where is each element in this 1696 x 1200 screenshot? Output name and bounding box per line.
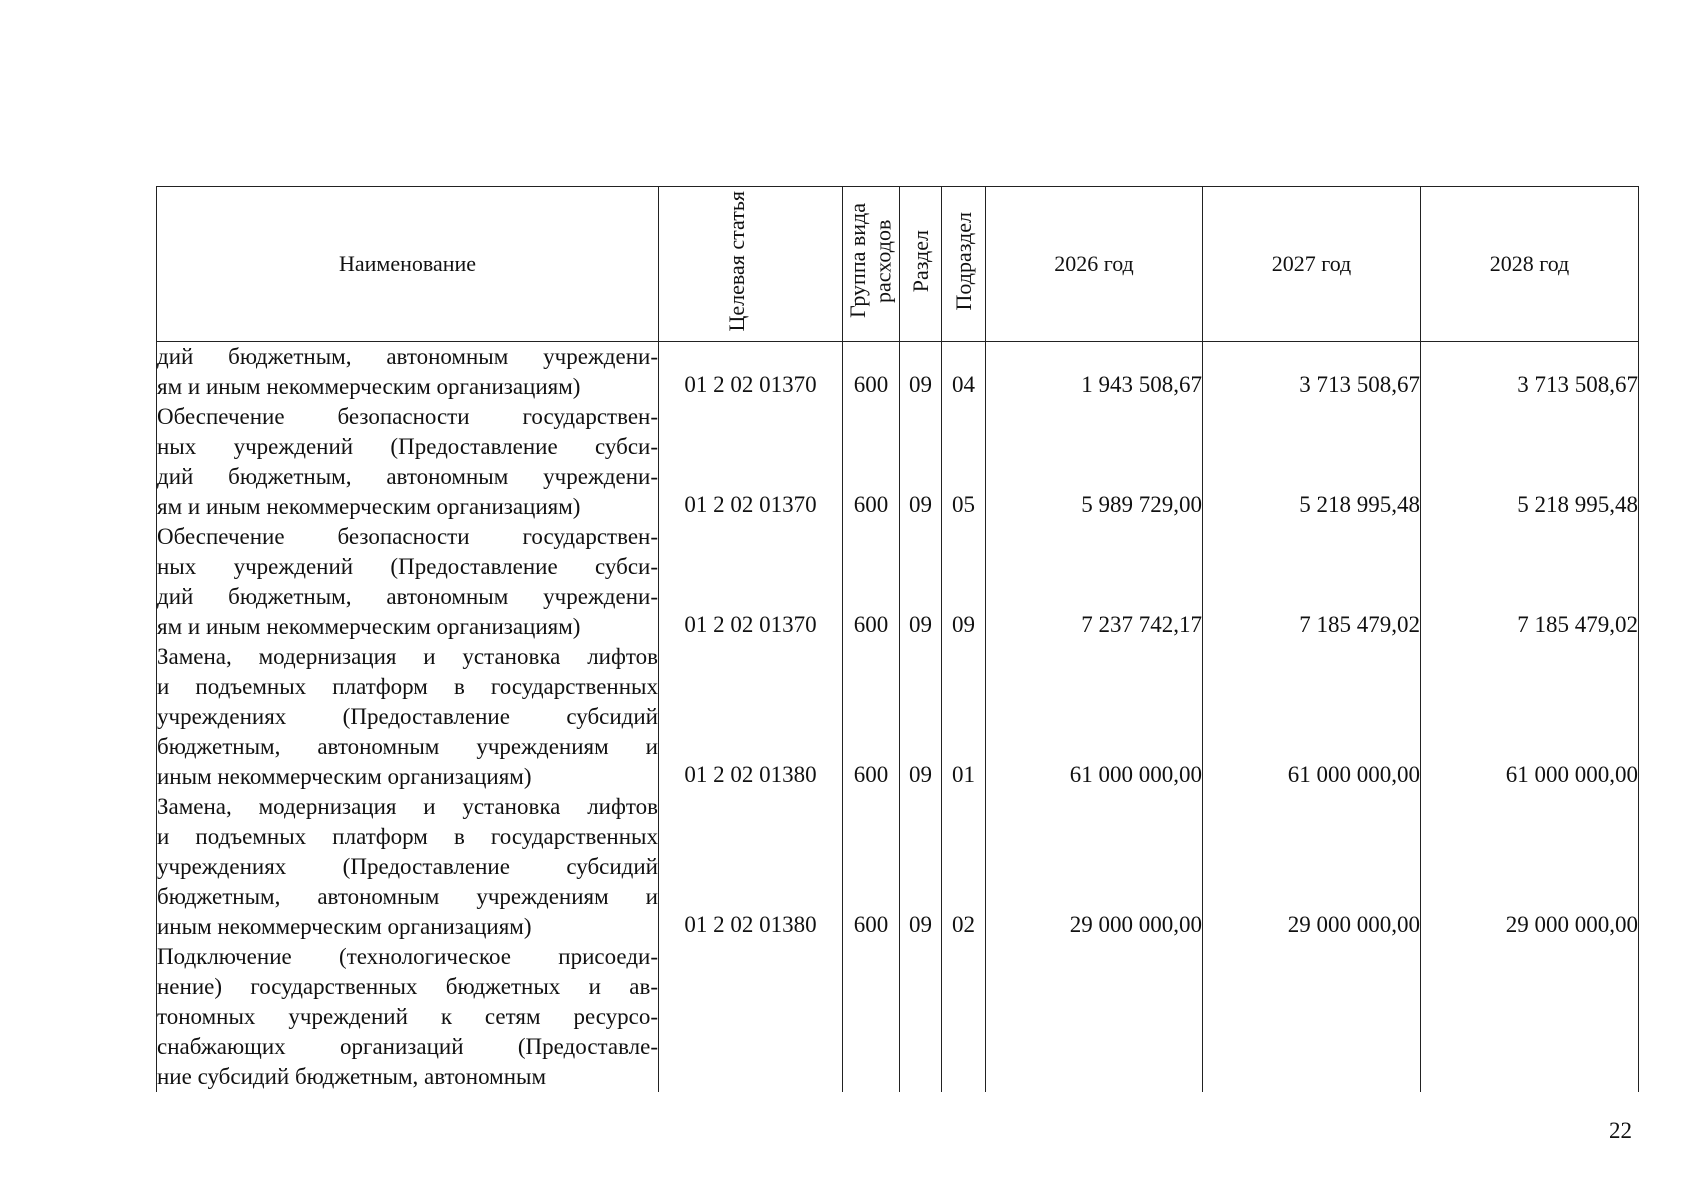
row-name-line: иным некоммерческим организациям) <box>157 914 532 939</box>
table-row <box>157 942 1639 1092</box>
header-section-label: Раздел <box>907 229 933 293</box>
row-name-line: ям и иным некоммерческим организациям) <box>157 494 581 519</box>
row-name <box>157 792 659 942</box>
row-target <box>659 942 843 1092</box>
row-section: 09 <box>900 342 942 403</box>
budget-table-container <box>156 186 1638 1092</box>
row-amount-2026: 61 000 000,00 <box>986 642 1203 792</box>
row-subsection <box>942 942 986 1092</box>
row-name-line: учреждениях (Предоставление субсидий <box>157 704 658 729</box>
row-amount-2027: 61 000 000,00 <box>1203 642 1421 792</box>
row-name-line: Подключение (технологическое присоеди- <box>157 944 658 969</box>
row-name <box>157 342 659 403</box>
row-target: 01 2 02 01370 <box>659 522 843 642</box>
row-expense-group: 600 <box>843 642 900 792</box>
row-name-line: нение) государственных бюджетных и ав- <box>157 974 658 999</box>
row-name-line: Замена, модернизация и установка лифтов <box>157 794 658 819</box>
row-amount-2028: 3 713 508,67 <box>1421 342 1639 403</box>
row-expense-group: 600 <box>843 522 900 642</box>
header-expense-group-label: Группа вида расходов <box>845 203 896 319</box>
row-name-line: дий бюджетным, автономным учреждени- <box>157 464 658 489</box>
table-row <box>157 402 1639 522</box>
row-subsection: 02 <box>942 792 986 942</box>
row-target: 01 2 02 01380 <box>659 642 843 792</box>
row-expense-group: 600 <box>843 792 900 942</box>
page-number: 22 <box>1609 1118 1632 1143</box>
table-row <box>157 642 1639 792</box>
row-name-line: дий бюджетным, автономным учреждени- <box>157 584 658 609</box>
row-name-line: ям и иным некоммерческим организациям) <box>157 374 581 399</box>
header-expense-group <box>843 187 900 342</box>
row-subsection: 09 <box>942 522 986 642</box>
row-name-line: ние субсидий бюджетным, автономным <box>157 1064 547 1089</box>
row-section: 09 <box>900 792 942 942</box>
row-amount-2028: 29 000 000,00 <box>1421 792 1639 942</box>
row-name-line: Обеспечение безопасности государствен- <box>157 404 658 429</box>
row-name <box>157 942 659 1092</box>
row-section: 09 <box>900 522 942 642</box>
table-row <box>157 522 1639 642</box>
row-name-line: учреждениях (Предоставление субсидий <box>157 854 658 879</box>
budget-table <box>156 186 1639 1092</box>
row-name-line: бюджетным, автономным учреждениям и <box>157 734 658 759</box>
row-name-line: ям и иным некоммерческим организациям) <box>157 614 581 639</box>
row-amount-2028: 7 185 479,02 <box>1421 522 1639 642</box>
row-target: 01 2 02 01370 <box>659 402 843 522</box>
row-section <box>900 942 942 1092</box>
header-2027: 2027 год <box>1203 187 1421 342</box>
row-expense-group <box>843 942 900 1092</box>
row-subsection: 01 <box>942 642 986 792</box>
row-name-line: Обеспечение безопасности государствен- <box>157 524 658 549</box>
header-2028: 2028 год <box>1421 187 1639 342</box>
row-name-line: бюджетным, автономным учреждениям и <box>157 884 658 909</box>
row-target: 01 2 02 01380 <box>659 792 843 942</box>
row-expense-group: 600 <box>843 402 900 522</box>
row-name-line: ных учреждений (Предоставление субси- <box>157 434 658 459</box>
header-section <box>900 187 942 342</box>
row-section: 09 <box>900 642 942 792</box>
row-amount-2028: 5 218 995,48 <box>1421 402 1639 522</box>
row-name <box>157 642 659 792</box>
header-subsection-label: Подраздел <box>950 211 976 311</box>
header-target-label: Целевая статья <box>723 190 749 332</box>
row-amount-2027: 29 000 000,00 <box>1203 792 1421 942</box>
row-name-line: Замена, модернизация и установка лифтов <box>157 644 658 669</box>
row-name-line: и подъемных платформ в государственных <box>157 674 658 699</box>
header-target <box>659 187 843 342</box>
row-amount-2026: 29 000 000,00 <box>986 792 1203 942</box>
row-name-line: иным некоммерческим организациям) <box>157 764 532 789</box>
row-name <box>157 522 659 642</box>
row-expense-group: 600 <box>843 342 900 403</box>
row-name-line: и подъемных платформ в государственных <box>157 824 658 849</box>
row-subsection: 05 <box>942 402 986 522</box>
row-subsection: 04 <box>942 342 986 403</box>
row-name <box>157 402 659 522</box>
row-amount-2027: 3 713 508,67 <box>1203 342 1421 403</box>
row-amount-2027 <box>1203 942 1421 1092</box>
row-amount-2026: 7 237 742,17 <box>986 522 1203 642</box>
row-amount-2026 <box>986 942 1203 1092</box>
header-name: Наименование <box>157 187 659 342</box>
table-row <box>157 342 1639 403</box>
row-amount-2026: 1 943 508,67 <box>986 342 1203 403</box>
table-row <box>157 792 1639 942</box>
row-target: 01 2 02 01370 <box>659 342 843 403</box>
row-amount-2028 <box>1421 942 1639 1092</box>
row-amount-2027: 5 218 995,48 <box>1203 402 1421 522</box>
row-name-line: тономных учреждений к сетям ресурсо- <box>157 1004 658 1029</box>
header-2026: 2026 год <box>986 187 1203 342</box>
header-subsection <box>942 187 986 342</box>
table-body <box>157 342 1639 1093</box>
header-row <box>157 187 1639 342</box>
row-amount-2026: 5 989 729,00 <box>986 402 1203 522</box>
row-amount-2027: 7 185 479,02 <box>1203 522 1421 642</box>
row-amount-2028: 61 000 000,00 <box>1421 642 1639 792</box>
row-name-line: ных учреждений (Предоставление субси- <box>157 554 658 579</box>
row-section: 09 <box>900 402 942 522</box>
row-name-line: снабжающих организаций (Предоставле- <box>157 1034 658 1059</box>
row-name-line: дий бюджетным, автономным учреждени- <box>157 344 658 369</box>
